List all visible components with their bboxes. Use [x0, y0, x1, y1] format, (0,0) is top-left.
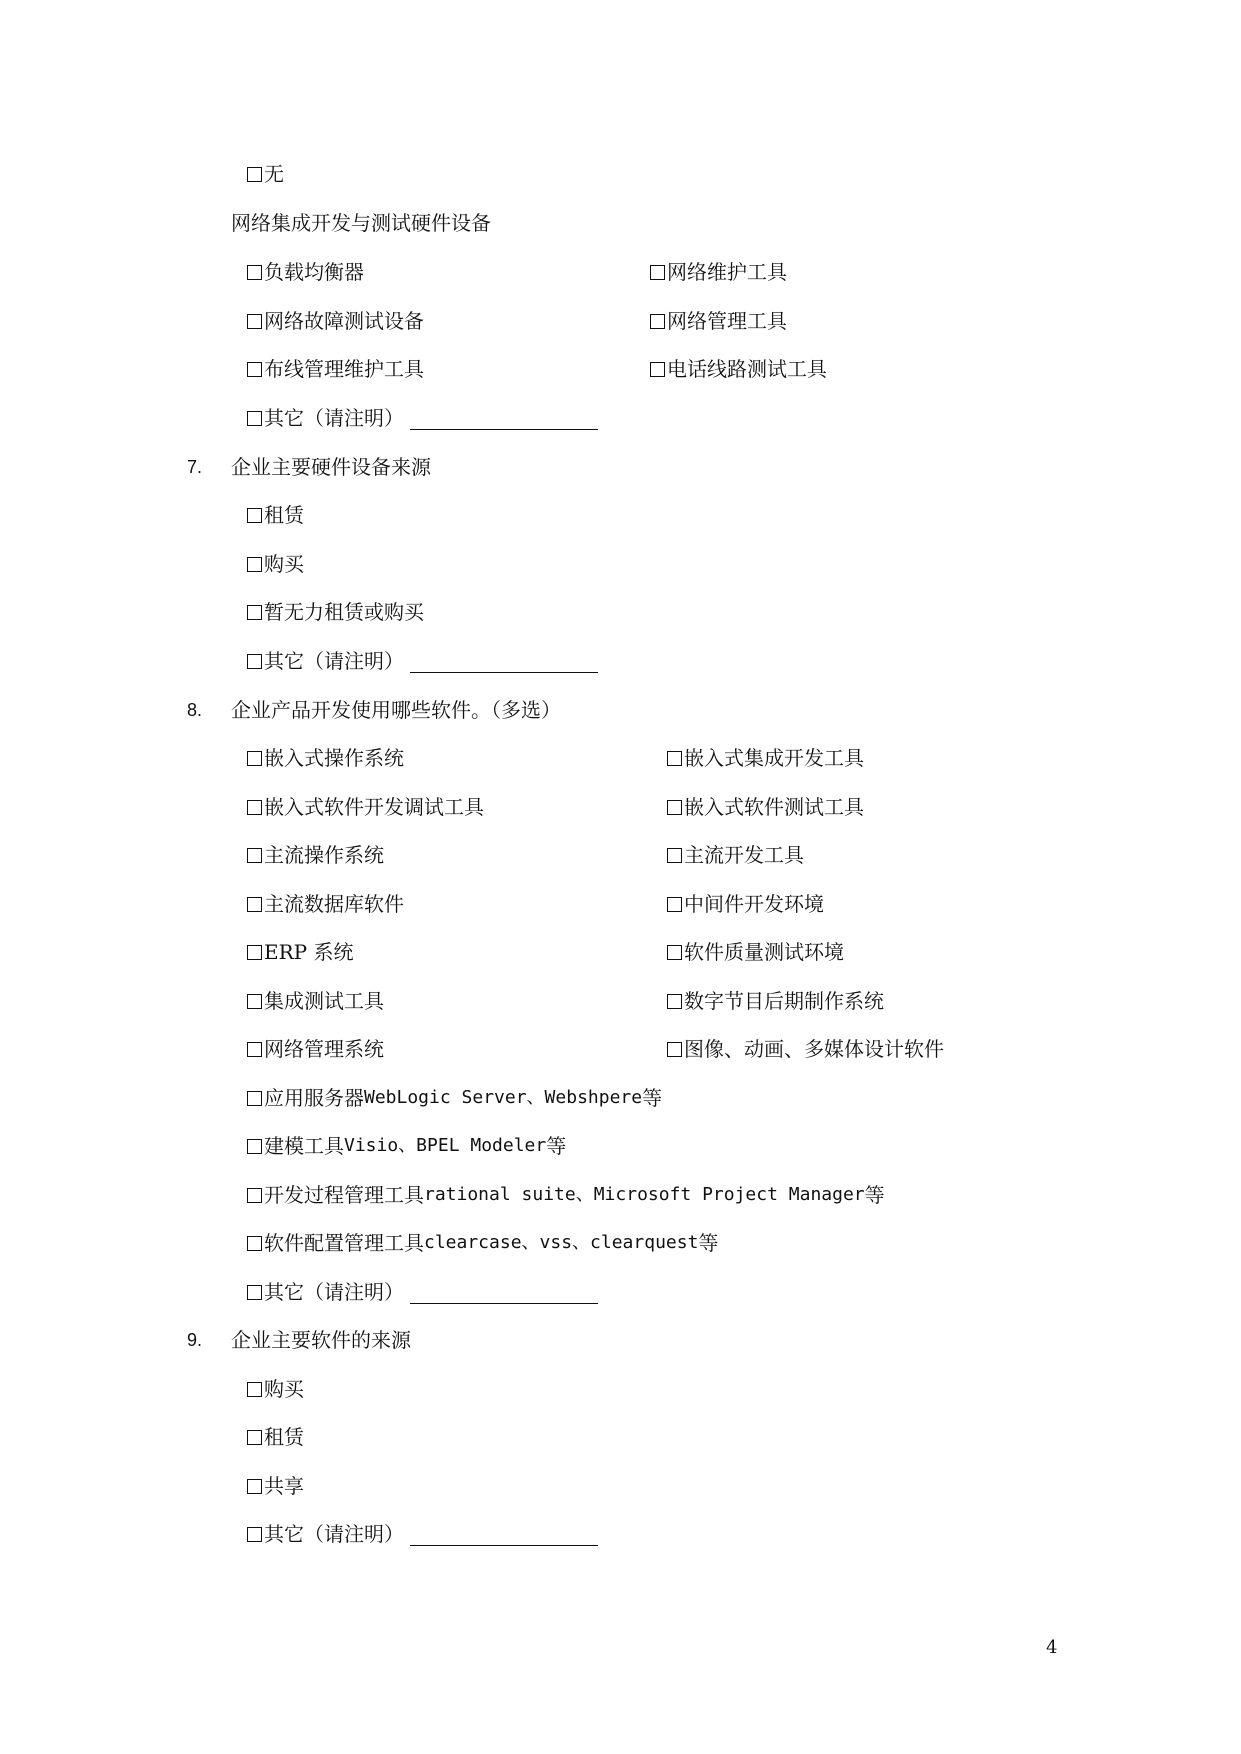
option-label-product: Visio、BPEL Modeler	[344, 1135, 547, 1156]
fill-in-blank[interactable]	[410, 407, 598, 430]
option-multimedia-design[interactable]	[667, 1034, 944, 1064]
option-label: 共享	[264, 1474, 304, 1498]
option-unable[interactable]	[247, 597, 424, 627]
option-label: 购买	[264, 552, 304, 576]
option-label: 主流开发工具	[684, 843, 804, 867]
option-purchase[interactable]	[247, 1374, 304, 1404]
option-label: ERP 系统	[264, 940, 354, 964]
question-number: 9.	[187, 1330, 203, 1350]
checkbox-icon[interactable]	[247, 314, 262, 329]
option-label: 暂无力租赁或购买	[264, 600, 424, 624]
checkbox-icon[interactable]	[247, 508, 262, 523]
checkbox-icon[interactable]	[247, 945, 262, 960]
option-label: 其它（请注明）	[264, 1522, 404, 1546]
checkbox-icon[interactable]	[667, 897, 682, 912]
option-middleware[interactable]	[667, 889, 824, 919]
checkbox-icon[interactable]	[667, 848, 682, 863]
option-label: 负载均衡器	[264, 260, 364, 284]
option-embedded-debug[interactable]	[247, 792, 484, 822]
option-label: 建模工具	[264, 1134, 344, 1158]
question-number: 8.	[187, 700, 203, 720]
option-label: 其它（请注明）	[264, 406, 404, 430]
option-none[interactable]	[247, 159, 284, 189]
option-other[interactable]	[247, 1519, 598, 1549]
option-mainstream-os[interactable]	[247, 840, 384, 870]
option-erp[interactable]	[247, 937, 353, 967]
option-network-maintenance[interactable]	[650, 257, 787, 287]
option-label: 网络管理工具	[667, 309, 787, 333]
option-label: 开发过程管理工具	[264, 1183, 424, 1207]
option-label: 其它（请注明）	[264, 649, 404, 673]
fill-in-blank[interactable]	[410, 1281, 598, 1304]
option-fault-test[interactable]	[247, 306, 424, 336]
checkbox-icon[interactable]	[247, 1479, 262, 1494]
option-embedded-os[interactable]	[247, 743, 404, 773]
option-share[interactable]	[247, 1471, 304, 1501]
option-label: 主流数据库软件	[264, 892, 404, 916]
option-label: 无	[264, 162, 284, 186]
option-database[interactable]	[247, 889, 404, 919]
checkbox-icon[interactable]	[667, 800, 682, 815]
option-label: 数字节目后期制作系统	[684, 989, 884, 1013]
checkbox-icon[interactable]	[247, 1382, 262, 1397]
checkbox-icon[interactable]	[247, 994, 262, 1009]
option-post-production[interactable]	[667, 986, 884, 1016]
option-label: 软件配置管理工具	[264, 1231, 424, 1255]
checkbox-icon[interactable]	[650, 314, 665, 329]
option-label: 图像、动画、多媒体设计软件	[684, 1037, 944, 1061]
option-lease[interactable]	[247, 500, 304, 530]
option-other[interactable]	[247, 646, 598, 676]
option-purchase[interactable]	[247, 549, 304, 579]
checkbox-icon[interactable]	[247, 1091, 262, 1106]
checkbox-icon[interactable]	[650, 265, 665, 280]
question-text: 企业主要软件的来源	[231, 1328, 411, 1352]
fill-in-blank[interactable]	[410, 650, 598, 673]
option-other[interactable]	[247, 1277, 598, 1307]
option-label: 嵌入式集成开发工具	[684, 746, 864, 770]
option-label: 嵌入式软件开发调试工具	[264, 795, 484, 819]
checkbox-icon[interactable]	[247, 751, 262, 766]
checkbox-icon[interactable]	[667, 1042, 682, 1057]
checkbox-icon[interactable]	[247, 1527, 262, 1542]
option-label-suffix: 等	[546, 1134, 567, 1158]
question-text: 企业主要硬件设备来源	[231, 455, 431, 479]
page-number: 4	[1046, 1637, 1058, 1658]
option-modeling-tools[interactable]	[247, 1131, 566, 1161]
option-process-mgmt[interactable]	[247, 1180, 885, 1210]
option-label: 嵌入式软件测试工具	[684, 795, 864, 819]
checkbox-icon[interactable]	[247, 265, 262, 280]
checkbox-icon[interactable]	[247, 800, 262, 815]
option-network-mgmt-system[interactable]	[247, 1034, 384, 1064]
option-label: 主流操作系统	[264, 843, 384, 867]
option-mainstream-dev[interactable]	[667, 840, 804, 870]
option-embedded-test[interactable]	[667, 792, 864, 822]
option-label-suffix: 等	[698, 1231, 719, 1255]
option-label: 中间件开发环境	[684, 892, 824, 916]
option-label-suffix: 等	[642, 1086, 663, 1110]
section-heading: 网络集成开发与测试硬件设备	[231, 211, 491, 235]
option-label: 应用服务器	[264, 1086, 364, 1110]
option-lease[interactable]	[247, 1422, 304, 1452]
option-label: 其它（请注明）	[264, 1280, 404, 1304]
checkbox-icon[interactable]	[247, 557, 262, 572]
option-network-management[interactable]	[650, 306, 787, 336]
question-number: 7.	[187, 457, 203, 477]
checkbox-icon[interactable]	[247, 848, 262, 863]
checkbox-icon[interactable]	[247, 1139, 262, 1154]
checkbox-icon[interactable]	[247, 1236, 262, 1251]
checkbox-icon[interactable]	[247, 411, 262, 426]
option-label: 软件质量测试环境	[684, 940, 844, 964]
option-label: 租赁	[264, 503, 304, 527]
option-cabling-tools[interactable]	[247, 354, 424, 384]
checkbox-icon[interactable]	[650, 362, 665, 377]
checkbox-icon[interactable]	[247, 1042, 262, 1057]
option-load-balancer[interactable]	[247, 257, 364, 287]
option-label-suffix: 等	[864, 1183, 885, 1207]
fill-in-blank[interactable]	[410, 1523, 598, 1546]
option-label: 网络管理系统	[264, 1037, 384, 1061]
option-label: 嵌入式操作系统	[264, 746, 404, 770]
checkbox-icon[interactable]	[667, 945, 682, 960]
checkbox-icon[interactable]	[667, 994, 682, 1009]
checkbox-icon[interactable]	[247, 897, 262, 912]
checkbox-icon[interactable]	[247, 362, 262, 377]
option-phone-line-test[interactable]	[650, 354, 827, 384]
checkbox-icon[interactable]	[247, 1430, 262, 1445]
checkbox-icon[interactable]	[247, 605, 262, 620]
option-embedded-ide[interactable]	[667, 743, 864, 773]
checkbox-icon[interactable]	[247, 1285, 262, 1300]
option-label-product: rational suite、Microsoft Project Manager	[424, 1184, 865, 1205]
option-app-server[interactable]	[247, 1083, 662, 1113]
option-label: 集成测试工具	[264, 989, 384, 1013]
option-config-mgmt[interactable]	[247, 1228, 718, 1258]
option-label-product: WebLogic Server、Webshpere	[364, 1087, 643, 1108]
option-quality-test[interactable]	[667, 937, 844, 967]
option-label-product: clearcase、vss、clearquest	[424, 1232, 699, 1253]
option-label: 购买	[264, 1377, 304, 1401]
option-label: 网络维护工具	[667, 260, 787, 284]
checkbox-icon[interactable]	[667, 751, 682, 766]
checkbox-icon[interactable]	[247, 1188, 262, 1203]
option-label: 布线管理维护工具	[264, 357, 424, 381]
question-text: 企业产品开发使用哪些软件。（多选）	[231, 698, 561, 722]
checkbox-icon[interactable]	[247, 167, 262, 182]
option-label: 网络故障测试设备	[264, 309, 424, 333]
option-other[interactable]	[247, 403, 598, 433]
checkbox-icon[interactable]	[247, 654, 262, 669]
option-integration-test[interactable]	[247, 986, 384, 1016]
option-label: 电话线路测试工具	[667, 357, 827, 381]
option-label: 租赁	[264, 1425, 304, 1449]
